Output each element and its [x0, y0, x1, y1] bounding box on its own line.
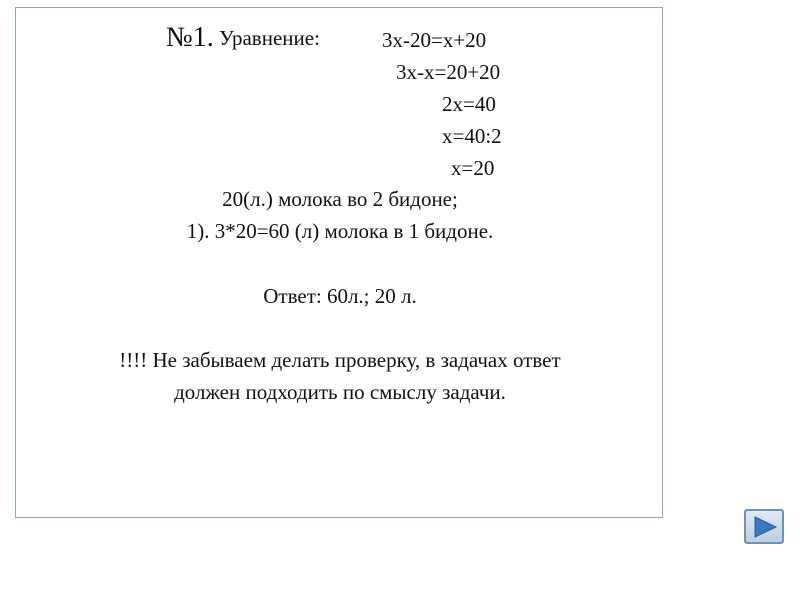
- task-heading: Уравнение:: [218, 26, 320, 50]
- task-number: №1.: [166, 22, 214, 53]
- note-line-2: должен подходить по смыслу задачи.: [174, 380, 506, 404]
- equation-line-2: 3х-х=20+20: [396, 60, 501, 84]
- note-line-1: !!!! Не забываем делать проверку, в задачах ответ: [119, 348, 561, 372]
- equation-line-1: 3х-20=х+20: [382, 28, 487, 52]
- text-line-milk-first: 1). 3*20=60 (л) молока в 1 бидоне.: [186, 219, 494, 243]
- next-slide-button[interactable]: [744, 509, 784, 544]
- play-triangle-icon: [753, 516, 777, 538]
- title-line: [166, 22, 320, 53]
- text-line-milk-second: 20(л.) молока во 2 бидоне;: [222, 187, 458, 211]
- slide-content-box: [15, 7, 663, 518]
- equation-line-3: 2х=40: [442, 92, 496, 116]
- answer-line: Ответ: 60л.; 20 л.: [263, 284, 417, 308]
- equation-line-4: х=40:2: [442, 124, 502, 148]
- equation-line-5: х=20: [451, 156, 495, 180]
